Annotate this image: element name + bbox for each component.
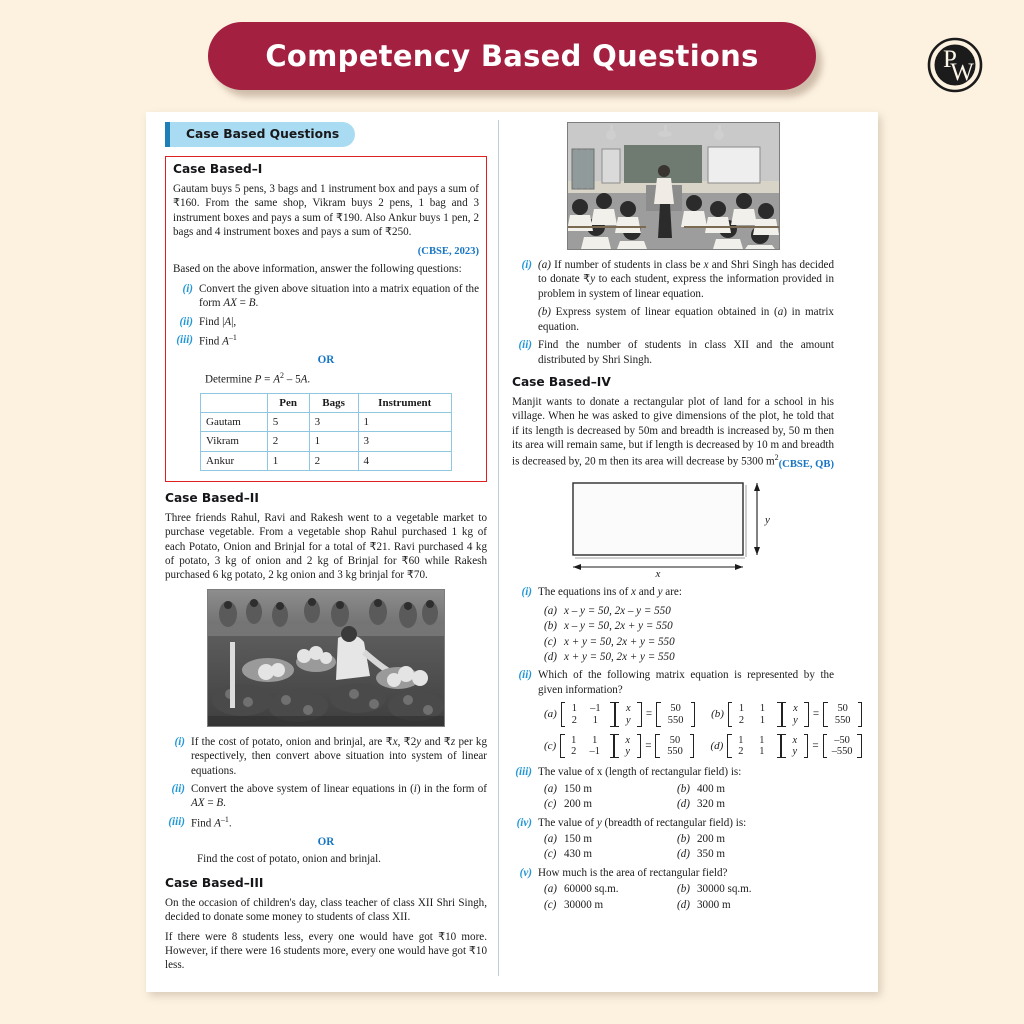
question-item <box>173 282 479 311</box>
matrix-option-a <box>544 702 695 726</box>
cell-pen: 2 <box>267 432 309 451</box>
option-value: 30000 sq.m. <box>697 883 752 896</box>
option-key: (d) <box>677 848 690 861</box>
question-number: (i) <box>521 259 532 271</box>
classroom-teacher-photo <box>567 122 780 250</box>
option-value: 150 m <box>564 782 593 795</box>
option-key: (c) <box>544 798 557 811</box>
matrix-option-row <box>544 734 853 758</box>
option-key: (d) <box>710 739 724 752</box>
option-row <box>544 782 834 796</box>
rhs-bracket: –50 –550 <box>823 734 862 758</box>
question-text: Find $A^{-1}$ <box>199 333 237 348</box>
badge-accent-bar <box>165 122 170 147</box>
option-value: 60000 sq.m. <box>564 883 619 896</box>
question-item <box>512 258 834 301</box>
question-item <box>512 866 834 880</box>
option-item <box>677 832 810 846</box>
option-item <box>544 782 677 796</box>
option-value: 350 m <box>697 848 726 861</box>
question-item <box>512 765 834 779</box>
option-key: (c) <box>544 848 557 861</box>
option-value: x – y = 50, 2x + y = 550 <box>564 620 673 633</box>
option-key: (a) <box>544 708 557 721</box>
question-item <box>165 735 487 778</box>
case-based-1-paragraph: Gautam buys 5 pens, 3 bags and 1 instrument box and pays a sum of ₹160. From the same shop, Vikram buys 2 pens, 1 bag and 3 instrument boxes and pays a sum of ₹190. Also Ankur buys 1 pen, 2 bags and 4 instrument boxes and pays a sum of ₹250. <box>173 182 479 239</box>
logo-letter-p: P <box>943 46 957 73</box>
option-value: 200 m <box>697 832 726 845</box>
option-value: x + y = 50, 2x + y = 550 <box>564 651 675 664</box>
option-item <box>544 604 834 618</box>
question-text: Convert the above system of linear equations in (i) in the form of AX = B. <box>191 783 487 810</box>
option-item <box>544 898 677 912</box>
option-item <box>544 635 834 649</box>
matrix-option-c <box>544 734 694 758</box>
or-alternative-text: Find the cost of potato, onion and brinjal. <box>197 853 381 866</box>
cell-instrument: 4 <box>358 451 451 470</box>
or-separator: OR <box>317 836 335 849</box>
logo-letter-w: W <box>950 59 974 86</box>
figure-label-x: x <box>655 568 661 578</box>
vector-bracket: x y <box>615 702 642 726</box>
option-item <box>544 797 677 811</box>
table-row <box>201 432 452 451</box>
case-based-3-continued-questions <box>512 258 834 367</box>
option-item <box>544 650 834 664</box>
vector-bracket: x y <box>782 702 809 726</box>
matrix-option-row <box>544 702 851 726</box>
option-item <box>677 782 810 796</box>
cell-bags: 2 <box>309 451 358 470</box>
determine-expression: Determine $P = A^2 - 5A$. <box>205 370 311 386</box>
rectangular-plot-diagram <box>553 479 793 577</box>
cell-bags: 3 <box>309 412 358 431</box>
question-number: (i) <box>174 735 185 748</box>
q2-matrix-options <box>544 702 853 758</box>
option-item <box>677 797 810 811</box>
option-key: (b) <box>677 883 690 896</box>
q1-options <box>544 604 834 665</box>
question-text: How much is the area of rectangular field? <box>538 866 728 879</box>
option-key: (a) <box>544 832 557 845</box>
option-key: (a) <box>544 782 557 795</box>
question-item <box>512 816 834 830</box>
row-name: Gautam <box>201 412 268 431</box>
rhs-bracket: 50 550 <box>656 702 695 726</box>
cell-pen: 5 <box>267 412 309 431</box>
question-number: (ii) <box>518 339 532 352</box>
case-based-3-paragraph-2: If there were 8 students less, every one would have got ₹10 more. However, if there were 16 students more, every one would have got ₹10 less. <box>165 930 487 972</box>
option-key: (c) <box>544 739 557 752</box>
case-based-1-heading: Case Based–I <box>173 162 263 176</box>
question-item <box>512 585 834 599</box>
question-number: (iv) <box>516 816 532 829</box>
cell-pen: 1 <box>267 451 309 470</box>
question-text: The value of y (breadth of rectangular field) is: <box>538 816 747 829</box>
option-item <box>677 898 810 912</box>
option-key: (a) <box>544 604 557 617</box>
question-text: If the cost of potato, onion and brinjal, are ₹x, ₹2y and ₹z per kg respectively, then convert above situation into system of linear equations. <box>191 735 488 777</box>
figure-label-y: y <box>765 514 770 527</box>
table-row <box>201 412 452 431</box>
equals-sign: = <box>812 708 820 721</box>
cell-instrument: 3 <box>358 432 451 451</box>
question-item <box>173 333 479 349</box>
equals-sign: = <box>645 708 653 721</box>
option-item <box>677 847 810 861</box>
question-item <box>512 305 834 334</box>
question-number: (ii) <box>518 669 532 682</box>
table-header-bags: Bags <box>309 393 358 412</box>
case-based-1-questions <box>173 282 479 387</box>
question-text: Find $A^{-1}$. <box>191 814 232 830</box>
case-based-1-source: (CBSE, 2023) <box>417 245 479 257</box>
matrix-bracket: 1 1 2 –1 <box>560 734 614 758</box>
option-row <box>544 797 834 811</box>
matrix-bracket: 1 1 2 1 <box>728 702 782 726</box>
cell-bags: 1 <box>309 432 358 451</box>
matrix-bracket: 1 –1 2 1 <box>561 702 615 726</box>
option-value: 3000 m <box>697 898 731 911</box>
question-item <box>165 815 487 831</box>
table-row <box>201 451 452 470</box>
case-based-3-paragraph-1: On the occasion of children's day, class teacher of class XII Shri Singh, decided to donate some money to students of class XII. <box>165 896 487 924</box>
column-divider <box>498 120 499 976</box>
option-key: (d) <box>677 898 690 911</box>
matrix-bracket: 1 1 2 1 <box>727 734 781 758</box>
right-column <box>512 122 853 916</box>
option-item <box>544 832 677 846</box>
option-key: (d) <box>677 798 690 811</box>
question-item <box>512 338 834 367</box>
case-based-2-questions <box>165 735 487 867</box>
page-title: Competency Based Questions <box>265 39 759 73</box>
left-column <box>165 122 487 973</box>
case-based-2-paragraph: Three friends Rahul, Ravi and Rakesh went to a vegetable market to purchase vegetable. From a vegetable shop Rahul purchased 1 kg of each Potato, Onion and Brinjal for a total of ₹21. Ravi purchased 4 kg of potato, 3 kg of onion and 2 kg of Brinjal for ₹60 while Rakesh purchased 6 kg potato, 2 kg onion and 3 kg brinjal for ₹70. <box>165 511 487 582</box>
option-row <box>544 882 834 896</box>
section-badge-label: Case Based Questions <box>186 126 340 141</box>
question-text: The value of x (length of rectangular field) is: <box>538 766 742 779</box>
option-value: 320 m <box>697 798 726 811</box>
question-number: (i) <box>182 282 193 295</box>
vector-bracket: x y <box>614 734 641 758</box>
vegetable-market-photo <box>207 589 445 727</box>
question-text: (b) Express system of linear equation obtained in (a) in matrix equation. <box>538 306 834 333</box>
option-key: (b) <box>677 832 690 845</box>
option-value: x + y = 50, 2x + y = 550 <box>564 635 675 648</box>
question-number: (i) <box>521 586 532 599</box>
question-number: (iii) <box>176 334 193 346</box>
question-text: Convert the given above situation into a matrix equation of the form AX = B. <box>199 282 479 310</box>
option-item <box>677 882 810 896</box>
rhs-bracket: 50 550 <box>655 734 694 758</box>
option-key: (b) <box>544 620 557 633</box>
option-value: 430 m <box>564 848 593 861</box>
question-number: (ii) <box>171 783 185 796</box>
q3-options <box>544 782 834 812</box>
question-number: (ii) <box>179 315 193 328</box>
pen-bags-instrument-table <box>200 393 452 471</box>
case-based-3-heading: Case Based–III <box>165 875 264 890</box>
case-based-2-heading: Case Based–II <box>165 490 259 505</box>
equals-sign: = <box>812 739 819 752</box>
pw-logo-icon <box>925 35 985 95</box>
question-item <box>512 668 834 697</box>
banner <box>208 22 816 90</box>
option-value: 200 m <box>564 798 593 811</box>
cell-instrument: 1 <box>358 412 451 431</box>
case-based-1-lead: Based on the above information, answer the following questions: <box>173 263 462 276</box>
matrix-option-b <box>711 702 862 726</box>
question-text: Find the number of students in class XII and the amount distributed by Shri Singh. <box>538 339 834 366</box>
page-header <box>0 0 1024 112</box>
option-row <box>544 847 834 861</box>
option-key: (b) <box>711 708 724 721</box>
question-text: The equations ins of x and y are: <box>538 586 682 599</box>
option-key: (b) <box>677 782 690 795</box>
rhs-bracket: 50 550 <box>823 702 862 726</box>
option-key: (a) <box>544 883 557 896</box>
option-key: (c) <box>544 898 557 911</box>
case-based-4-source: (CBSE, QB) <box>778 458 834 470</box>
or-separator: OR <box>317 354 335 367</box>
equals-sign: = <box>645 739 652 752</box>
option-row <box>544 832 834 846</box>
option-item <box>544 847 677 861</box>
option-value: x – y = 50, 2x – y = 550 <box>564 604 671 617</box>
section-badge <box>165 122 487 149</box>
option-key: (c) <box>544 635 557 648</box>
case-based-4-paragraph: Manjit wants to donate a rectangular plot of land for a school in his village. When he was asked to give dimensions of the plot, he told that if its length is decreased by 50m and breadth is increased by, 50 m then its area will remain same, but if length is decreased by 10 m and breadth is decreased by, 20 m then its area will decrease by 5300 $m^2$ <box>512 395 834 468</box>
vector-bracket: x y <box>781 734 808 758</box>
q4-options <box>544 832 834 862</box>
option-value: 150 m <box>564 832 593 845</box>
option-item <box>544 882 677 896</box>
row-name: Ankur <box>201 451 268 470</box>
question-number: (iii) <box>168 815 185 828</box>
question-number: (iii) <box>515 766 532 779</box>
option-value: 30000 m <box>564 898 604 911</box>
matrix-option-d <box>710 734 861 758</box>
question-text: Which of the following matrix equation is represented by the given information? <box>538 669 834 696</box>
table-header-row <box>201 393 452 412</box>
option-item <box>544 619 834 633</box>
question-text: (a) If number of students in class be x and Shri Singh has decided to donate ₹y to each student, express the information provided in problem in system of linear equation. <box>538 259 835 300</box>
table-header-pen: Pen <box>267 393 309 412</box>
row-name: Vikram <box>201 432 268 451</box>
question-number: (v) <box>519 866 532 879</box>
question-item <box>165 782 487 811</box>
question-text: Find |A|, <box>199 315 237 328</box>
question-item <box>173 315 479 329</box>
case-based-1-box <box>165 156 487 482</box>
option-value: 400 m <box>697 782 726 795</box>
table-corner-cell <box>201 393 268 412</box>
q5-options <box>544 882 834 912</box>
table-header-instrument: Instrument <box>358 393 451 412</box>
option-row <box>544 898 834 912</box>
option-key: (d) <box>544 651 557 664</box>
case-based-4-heading: Case Based–IV <box>512 374 611 389</box>
